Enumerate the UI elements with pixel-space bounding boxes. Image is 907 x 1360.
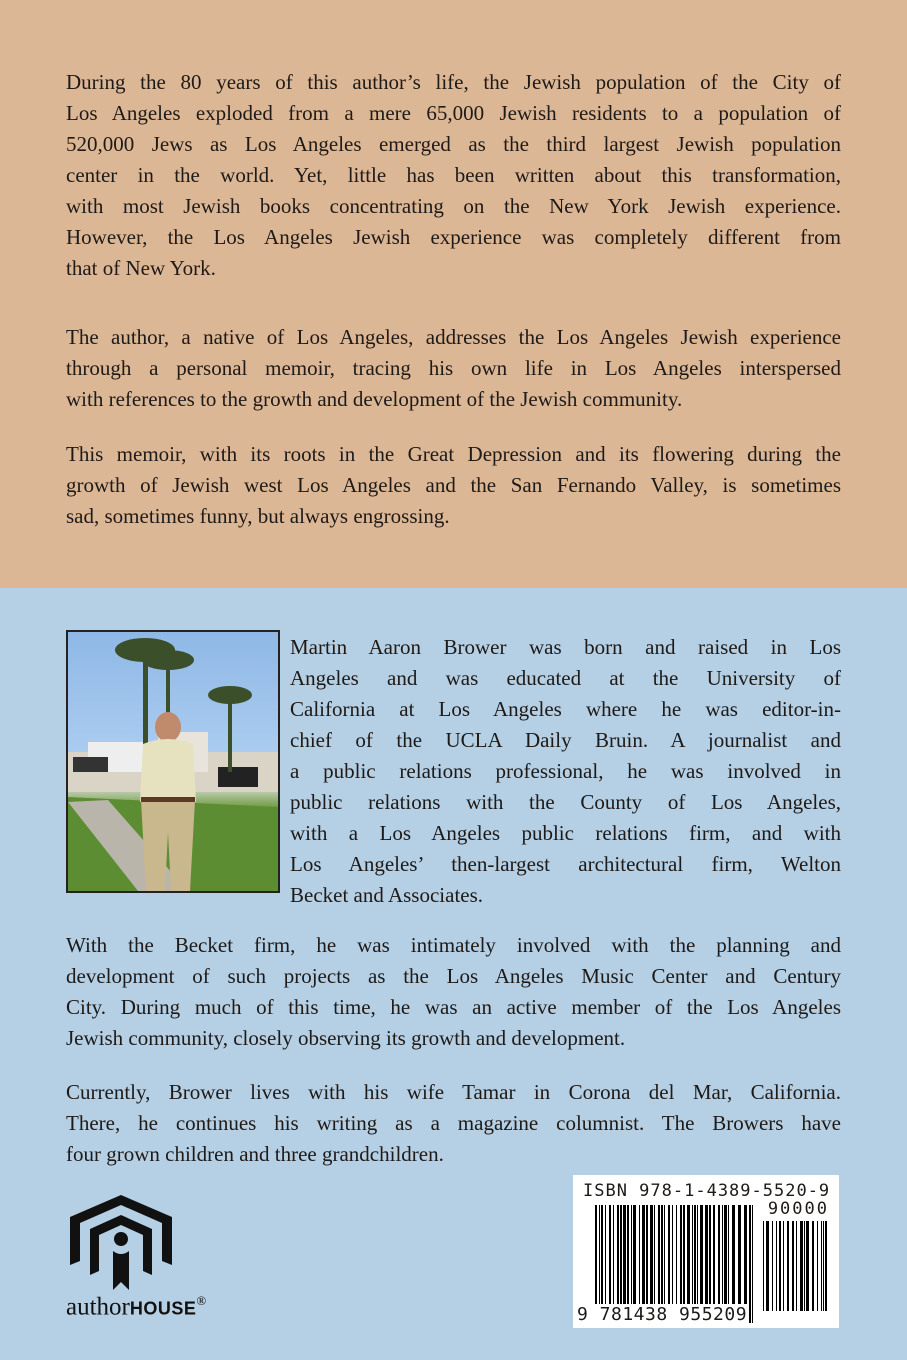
registered-mark: ® [196,1293,207,1308]
author-bio-paragraph-3 [66,1077,841,1170]
barcode-bar [800,1221,803,1311]
author-bio-paragraph-1 [290,632,841,911]
ean-number: 9 781438 955209 [577,1304,748,1325]
isbn-text: ISBN 978-1-4389-5520-9 [583,1181,831,1201]
text-line: Currently, Brower lives with his wife Tamar in Corona del Mar, California. [66,1080,841,1104]
barcode-bar [806,1221,809,1311]
barcode-bar [783,1221,784,1311]
text-line: growth of Jewish west Los Angeles and the San Fernando Valley, is sometimes [66,473,841,497]
text-line: a public relations professional, he was involved in [290,759,841,783]
publisher-name-caps: HOUSE [129,1298,197,1319]
text-line: four grown children and three grandchildren. [66,1142,444,1166]
text-line: There, he continues his writing as a magazine columnist. The Browers have [66,1111,841,1135]
text-line: with most Jewish books concentrating on the New York Jewish experience. [66,194,841,218]
text-line: sad, sometimes funny, but always engrossing. [66,504,450,528]
text-line: public relations with the County of Los Angeles, [290,790,841,814]
text-line: Angeles and was educated at the University of [290,666,841,690]
barcode-bar [779,1221,781,1311]
text-line: development of such projects as the Los Angeles Music Center and Century [66,964,841,988]
text-line: California at Los Angeles where he was editor-in- [290,697,841,721]
barcode-bar [825,1221,827,1311]
text-line: with a Los Angeles public relations firm, and with [290,821,841,845]
text-line: City. During much of this time, he was an active member of the Los Angeles [66,995,841,1019]
barcode-bar [763,1221,764,1311]
text-line: with references to the growth and development of the Jewish community. [66,387,683,411]
text-line: Martin Aaron Brower was born and raised in Los [290,635,841,659]
barcode-bar [752,1205,753,1323]
barcode-bar [804,1221,805,1311]
barcode-bar [812,1221,814,1311]
blurb-paragraph-3 [66,439,841,532]
barcode-bar [817,1221,818,1311]
author-bio-paragraph-2 [66,930,841,1054]
text-line: that of New York. [66,256,216,280]
text-line: through a personal memoir, tracing his own life in Los Angeles interspersed [66,356,841,380]
text-line: chief of the UCLA Daily Bruin. A journalist and [290,728,841,752]
barcode-bar [776,1221,777,1311]
text-line: The author, a native of Los Angeles, addresses the Los Angeles Jewish experience [66,325,841,349]
blurb-paragraph-2 [66,322,841,415]
blurb-paragraph-1 [66,67,841,284]
text-line: Los Angeles exploded from a mere 65,000 Jewish residents to a population of [66,101,841,125]
author-photo [66,630,280,893]
text-line: However, the Los Angeles Jewish experience was completely different from [66,225,841,249]
text-line: With the Becket firm, he was intimately involved with the planning and [66,933,841,957]
text-line: Becket and Associates. [290,883,484,907]
barcode-bar [823,1221,824,1311]
text-line: This memoir, with its roots in the Great Depression and its flowering during the [66,442,841,466]
barcode-bar [821,1221,822,1311]
text-line: During the 80 years of this author’s life, the Jewish population of the City of [66,70,841,94]
barcode-bar [796,1221,797,1311]
price-code: 90000 [767,1199,829,1219]
publisher-logo-icon [66,1195,176,1295]
text-line: 520,000 Jews as Los Angeles emerged as the third largest Jewish population [66,132,841,156]
text-line: Los Angeles’ then-largest architectural firm, Welton [290,852,841,876]
barcode-bar [792,1221,794,1311]
publisher-name [66,1293,206,1321]
text-line: center in the world. Yet, little has been written about this transformation, [66,163,841,187]
barcode-bar [787,1221,789,1311]
barcode-bar [772,1221,773,1311]
barcode-bar [766,1221,769,1311]
barcode-bar [749,1205,751,1323]
isbn-barcode [573,1175,839,1328]
publisher-name-lower: author [66,1293,130,1321]
text-line: Jewish community, closely observing its growth and development. [66,1026,626,1050]
